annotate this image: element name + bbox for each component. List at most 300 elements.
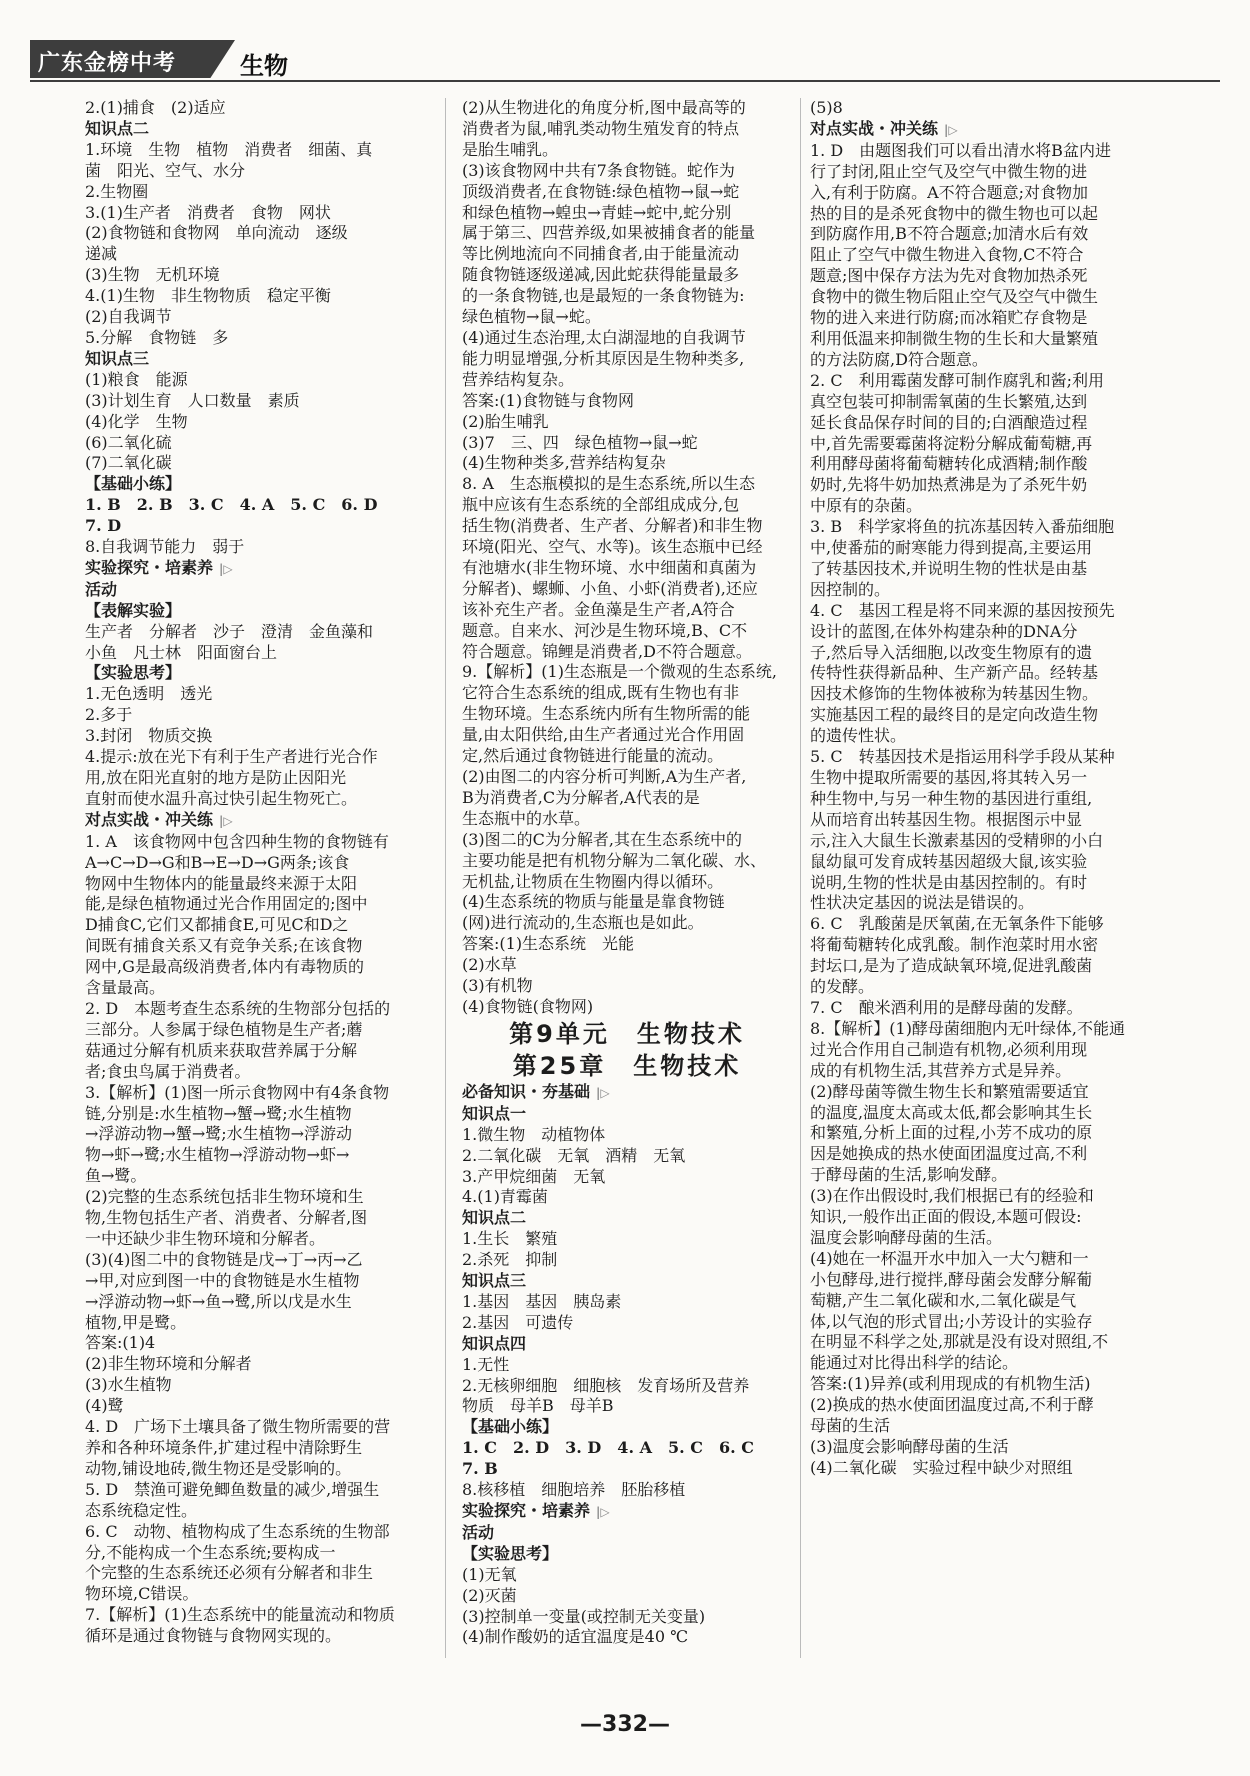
text-line	[810, 1040, 1170, 1061]
text-line	[85, 1208, 425, 1229]
line-text: 【基础小练】	[85, 474, 182, 494]
line-text: 从而培育出转基因生物。根据图示中显	[810, 809, 1083, 829]
line-text: 含量最高。	[85, 978, 166, 998]
text-line	[85, 98, 425, 119]
text-line	[85, 874, 425, 895]
text-line	[810, 475, 1170, 496]
header-divider	[30, 80, 1220, 82]
text-line	[85, 622, 425, 643]
text-line	[462, 1187, 792, 1208]
line-text: 环境(阳光、空气、水等)。该生态瓶中已经	[462, 537, 763, 557]
header-subject: 生物	[240, 52, 288, 80]
line-text: (2)非生物环境和分解者	[85, 1354, 252, 1374]
text-line	[462, 537, 792, 558]
text-line	[85, 1480, 425, 1501]
line-text: 瓶中应该有生态系统的全部组成成分,包	[462, 495, 740, 515]
text-line	[85, 286, 425, 307]
line-text: 中,首先需要霉菌将淀粉分解成葡萄糖,再	[810, 433, 1093, 453]
line-text: 4.(1)青霉菌	[462, 1187, 548, 1207]
line-text: 1. C 2. D 3. D 4. A 5. C 6. C	[462, 1438, 755, 1458]
line-text: 鱼→鹭。	[85, 1166, 147, 1186]
line-text: 植物,甲是鹭。	[85, 1312, 187, 1332]
line-text: 到防腐作用,B不符合题意;加清水后有效	[810, 224, 1089, 244]
line-text: 实施基因工程的最终目的是定向改造生物	[810, 705, 1099, 725]
line-text: 种生物中,与另一种生物的基因进行重组,	[810, 788, 1093, 808]
line-text: (2)水草	[462, 955, 517, 975]
text-line	[810, 1228, 1170, 1249]
text-line	[462, 516, 792, 537]
text-line	[810, 1291, 1170, 1312]
text-line	[810, 162, 1170, 183]
line-text: (3)生物 无机环境	[85, 265, 220, 285]
line-text: 小鱼 凡士林 阳面窗台上	[85, 642, 278, 662]
line-text: 养和各种环境条件,扩建过程中清除野生	[85, 1438, 363, 1457]
text-line	[462, 579, 792, 600]
line-text: 生物中提取所需要的基因,将其转入另一	[810, 768, 1088, 787]
line-text: 答案:(1)食物链与食物网	[462, 390, 635, 410]
line-text: 生态瓶中的水草。	[462, 808, 591, 828]
line-text: 知识点一	[462, 1103, 527, 1123]
text-line	[810, 1395, 1170, 1416]
line-text: 知识,一般作出正面的假设,本题可假设:	[810, 1207, 1082, 1227]
text-line	[85, 453, 425, 474]
text-line	[810, 1082, 1170, 1103]
line-text: 母菌的生活	[810, 1416, 891, 1436]
line-text: 子,然后导入活细胞,以改变生物原有的遗	[810, 642, 1093, 662]
text-line	[462, 558, 792, 579]
text-line	[810, 601, 1170, 622]
line-text: 成的有机物生活,其营养方式是异养。	[810, 1060, 1072, 1080]
text-line	[810, 1458, 1170, 1479]
text-line	[462, 1459, 792, 1480]
line-text: 三部分。人参属于绿色植物是生产者;蘑	[85, 1019, 363, 1039]
line-text: 间既有捕食关系又有竞争关系;在该食物	[85, 936, 363, 956]
text-line	[85, 601, 425, 622]
line-text: B为消费者,C为分解者,A代表的是	[462, 787, 700, 807]
text-line	[810, 413, 1170, 434]
line-text: 1. A 该食物网中包含四种生物的食物链有	[85, 831, 389, 851]
line-text: 活动	[85, 579, 118, 599]
line-text: 示,注入大鼠生长激素基因的受精卵的小白	[810, 830, 1104, 850]
text-line	[85, 1187, 425, 1208]
text-line	[810, 1019, 1170, 1040]
text-line	[462, 955, 792, 976]
text-line	[810, 1061, 1170, 1082]
line-text: 1.无性	[462, 1354, 510, 1374]
text-line	[85, 328, 425, 349]
text-line	[85, 999, 425, 1020]
text-line	[810, 726, 1170, 747]
line-text: 阻止了空气中微生物进入食物,C不符合	[810, 245, 1084, 265]
text-line	[85, 1563, 425, 1584]
line-text: 4. D 广场下土壤具备了微生物所需要的营	[85, 1417, 391, 1437]
text-line	[85, 643, 425, 664]
line-text: (4)制作酸奶的适宜温度是40 ℃	[462, 1627, 689, 1647]
text-line	[462, 1565, 792, 1586]
section-heading	[462, 1501, 792, 1523]
line-text: 分,不能构成一个生态系统;要构成一	[85, 1542, 336, 1562]
text-line	[85, 223, 425, 244]
line-text: 对点实战・冲关练	[810, 118, 939, 138]
line-text: 顶级消费者,在食物链:绿色植物→鼠→蛇	[462, 181, 740, 201]
text-line	[462, 934, 792, 955]
text-line	[85, 747, 425, 768]
text-line	[85, 182, 425, 203]
text-line	[462, 182, 792, 203]
line-text: 2.(1)捕食 (2)适应	[85, 98, 226, 117]
text-line	[810, 559, 1170, 580]
line-text: 2.生物圈	[85, 181, 149, 201]
line-text: 鼠幼鼠可发育成转基因超级大鼠,该实验	[810, 851, 1088, 871]
line-text: 8.自我调节能力 弱于	[85, 537, 245, 557]
text-line	[810, 705, 1170, 726]
line-text: (4)通过生态治理,太白湖湿地的自我调节	[462, 327, 746, 347]
text-line	[462, 391, 792, 412]
section-arrow-icon: |▷	[944, 122, 958, 137]
line-text: 能通过对比得出科学的结论。	[810, 1353, 1019, 1373]
text-line	[85, 1313, 425, 1334]
line-text: (2)灭菌	[462, 1585, 517, 1605]
line-text: 8.核移植 细胞培养 胚胎移植	[462, 1480, 686, 1500]
text-line	[462, 119, 792, 140]
column-right	[810, 98, 1170, 1479]
text-line	[810, 684, 1170, 705]
text-line	[85, 832, 425, 853]
text-line	[810, 454, 1170, 475]
text-line	[810, 308, 1170, 329]
text-line	[810, 1207, 1170, 1228]
text-line	[810, 580, 1170, 601]
line-text: 2. D 本题考查生态系统的生物部分包括的	[85, 998, 391, 1018]
text-line	[85, 1333, 425, 1354]
line-text: 1.生长 繁殖	[462, 1229, 558, 1249]
line-text: 该补充生产者。金鱼藻是生产者,A符合	[462, 599, 735, 619]
text-line	[810, 1332, 1170, 1353]
text-line	[810, 935, 1170, 956]
column-left	[85, 98, 425, 1647]
text-line	[810, 224, 1170, 245]
line-text: (3)在作出假设时,我们根据已有的经验和	[810, 1186, 1094, 1206]
line-text: 中原有的杂菌。	[810, 496, 923, 516]
text-line	[85, 474, 425, 495]
text-line	[85, 1041, 425, 1062]
line-text: (4)食物链(食物网)	[462, 996, 594, 1016]
text-line	[810, 266, 1170, 287]
line-text: 7. C 酿米酒利用的是酵母菌的发酵。	[810, 997, 1083, 1017]
text-line	[810, 517, 1170, 538]
text-line	[810, 956, 1170, 977]
line-text: 【表解实验】	[85, 600, 182, 620]
text-line	[85, 684, 425, 705]
line-text: (4)生物种类多,营养结构复杂	[462, 453, 666, 473]
text-line	[462, 453, 792, 474]
text-line	[85, 726, 425, 747]
text-line	[462, 286, 792, 307]
text-line	[810, 183, 1170, 204]
line-text: 5. D 禁渔可避免鲫鱼数量的减少,增强生	[85, 1479, 380, 1499]
text-line	[462, 203, 792, 224]
line-text: (4)生态系统的物质与能量是靠食物链	[462, 892, 725, 912]
text-line	[462, 872, 792, 893]
line-text: 物→虾→鹭;水生植物→浮游动物→虾→	[85, 1145, 350, 1165]
text-line	[462, 495, 792, 516]
line-text: 动物,铺设地砖,微生物还是受影响的。	[85, 1458, 352, 1478]
text-line	[85, 433, 425, 454]
text-line	[462, 913, 792, 934]
line-text: 生产者 分解者 沙子 澄清 金鱼藻和	[85, 621, 374, 641]
line-text: A→C→D→G和B→E→D→G两条;该食	[85, 852, 350, 872]
text-line	[810, 1123, 1170, 1144]
text-line	[810, 496, 1170, 517]
line-text: 【实验思考】	[462, 1543, 559, 1563]
line-text: 第9单元 生物技术	[509, 1019, 745, 1048]
text-line	[462, 1438, 792, 1459]
line-text: 延长食品保存时间的目的;白酒酿造过程	[810, 412, 1088, 432]
line-text: 定,然后通过食物链进行能量的流动。	[462, 746, 724, 766]
text-line	[810, 245, 1170, 266]
section-arrow-icon: |▷	[596, 1505, 610, 1519]
line-text: →甲,对应到图一中的食物链是水生植物	[85, 1270, 360, 1290]
text-line	[462, 1396, 792, 1417]
line-text: (2)胎生哺乳	[462, 411, 549, 431]
text-line	[462, 600, 792, 621]
text-line	[810, 329, 1170, 350]
text-line	[810, 287, 1170, 308]
text-line	[462, 265, 792, 286]
text-line	[85, 1292, 425, 1313]
text-line	[85, 978, 425, 999]
text-line	[810, 1103, 1170, 1124]
text-line	[85, 516, 425, 537]
text-line	[462, 1376, 792, 1397]
line-text: 食物中的微生物后阻止空气及空气中微生	[810, 287, 1099, 307]
line-text: 知识点二	[462, 1208, 527, 1228]
line-text: 递减	[85, 244, 118, 264]
line-text: 答案:(1)生态系统 光能	[462, 934, 635, 954]
text-line	[462, 1229, 792, 1250]
section-arrow-icon: |▷	[219, 813, 233, 828]
line-text: 3.(1)生产者 消费者 食物 网状	[85, 202, 331, 222]
text-line	[810, 1353, 1170, 1374]
text-line	[810, 663, 1170, 684]
text-line	[810, 998, 1170, 1019]
text-line	[462, 433, 792, 454]
line-text: 2.多于	[85, 705, 133, 725]
line-text: →浮游动物→蟹→鹭;水生植物→浮游动	[85, 1124, 353, 1144]
text-line	[462, 1271, 792, 1292]
text-line	[85, 265, 425, 286]
line-text: 2.杀死 抑制	[462, 1250, 558, 1270]
line-text: 因是她换成的热水使面团温度过高,不利	[810, 1144, 1088, 1164]
text-line	[85, 1459, 425, 1480]
line-text: 中,使番茄的耐寒能力得到提高,主要运用	[810, 538, 1093, 558]
line-text: 对点实战・冲关练	[85, 809, 214, 829]
text-line	[810, 1416, 1170, 1437]
line-text: 真空包装可抑制需氧菌的生长繁殖,达到	[810, 391, 1088, 411]
text-line	[85, 1145, 425, 1166]
line-text: 1.微生物 动植物体	[462, 1124, 606, 1144]
text-line	[462, 1586, 792, 1607]
text-line	[810, 141, 1170, 162]
line-text: 2. C 利用霉菌发酵可制作腐乳和酱;利用	[810, 370, 1104, 390]
text-line	[810, 643, 1170, 664]
unit-title	[462, 1018, 792, 1050]
text-line	[462, 1167, 792, 1188]
text-line	[462, 1313, 792, 1334]
line-text: 符合题意。锦鲤是消费者,D不符合题意。	[462, 641, 752, 661]
line-text: (3)有机物	[462, 976, 533, 996]
text-line	[85, 1354, 425, 1375]
text-line	[85, 1250, 425, 1271]
line-text: 过光合作用自己制造有机物,必须利用现	[810, 1039, 1088, 1059]
text-line	[810, 873, 1170, 894]
text-line	[85, 1417, 425, 1438]
text-line	[85, 1271, 425, 1292]
text-line	[462, 223, 792, 244]
line-text: 1.环境 生物 植物 消费者 细菌、真	[85, 139, 373, 159]
line-text: 2.基因 可遗传	[462, 1312, 574, 1332]
line-text: 因控制的。	[810, 579, 891, 599]
text-line	[462, 683, 792, 704]
text-line	[462, 1355, 792, 1376]
text-line	[85, 1166, 425, 1187]
text-line	[462, 997, 792, 1018]
text-line	[85, 1605, 425, 1626]
line-text: 菇通过分解有机质来获取营养属于分解	[85, 1040, 358, 1060]
line-text: 体,以气泡的形式冒出;小芳设计的实验存	[810, 1311, 1093, 1331]
line-text: 性状决定基因的说法是错误的。	[810, 893, 1035, 913]
line-text: (7)二氧化碳	[85, 453, 172, 473]
line-text: (1)无氧	[462, 1564, 517, 1584]
text-line	[810, 1186, 1170, 1207]
text-line	[462, 662, 792, 683]
line-text: 萄糖,产生二氧化碳和水,二氧化碳是气	[810, 1290, 1077, 1310]
line-text: 必备知识・夯基础	[462, 1081, 591, 1101]
line-text: (2)自我调节	[85, 307, 172, 327]
line-text: 实验探究・培素养	[85, 557, 214, 577]
text-line	[462, 642, 792, 663]
text-line	[85, 789, 425, 810]
line-text: 随食物链逐级递减,因此蛇获得能量最多	[462, 265, 740, 285]
line-text: 活动	[462, 1522, 495, 1542]
line-text: (3)水生植物	[85, 1375, 172, 1395]
line-text: 知识点三	[85, 348, 150, 368]
line-text: 循环是通过食物链与食物网实现的。	[85, 1626, 342, 1646]
text-line	[810, 747, 1170, 768]
line-text: (1)粮食 能源	[85, 369, 188, 389]
line-text: (5)8	[810, 98, 843, 117]
section-heading	[85, 558, 425, 580]
line-text: 直射而使水温升高过快引起生物死亡。	[85, 788, 358, 808]
line-text: 设计的蓝图,在体外构建杂种的DNA分	[810, 621, 1078, 641]
line-text: 的遗传性状。	[810, 726, 907, 746]
line-text: 题意;图中保存方法为先对食物加热杀死	[810, 266, 1088, 286]
text-line	[462, 1627, 792, 1648]
line-text: 链,分别是:水生植物→蟹→鹭;水生植物	[85, 1103, 352, 1123]
header-brand: 广东金榜中考	[38, 51, 177, 76]
line-text: 量,由太阳供给,由生产者通过光合作用固	[462, 725, 745, 745]
text-line	[85, 1438, 425, 1459]
text-line	[85, 307, 425, 328]
line-text: 5.分解 食物链 多	[85, 327, 229, 347]
line-text: 实验探究・培素养	[462, 1501, 591, 1520]
column-middle	[462, 98, 792, 1648]
line-text: 在明显不科学之处,那就是没有设对照组,不	[810, 1332, 1109, 1352]
line-text: 主要功能是把有机物分解为二氧化碳、水、	[462, 850, 767, 870]
text-line	[810, 893, 1170, 914]
text-line	[85, 705, 425, 726]
line-text: 有池塘水(非生物环境、水中细菌和真菌为	[462, 557, 757, 577]
text-line	[462, 809, 792, 830]
text-line	[810, 371, 1170, 392]
line-text: 等比例地流向不同捕食者,由于能量流动	[462, 244, 740, 264]
line-text: 1. D 由题图我们可以看出清水将B盆内进	[810, 140, 1111, 160]
text-line	[810, 1249, 1170, 1270]
text-line	[462, 1417, 792, 1438]
text-line	[85, 1083, 425, 1104]
line-text: (4)她在一杯温开水中加入一大勺糖和一	[810, 1248, 1089, 1268]
line-text: 9.【解析】(1)生态瓶是一个微观的生态系统,	[462, 662, 778, 682]
text-line	[810, 1270, 1170, 1291]
line-text: 用,放在阳光直射的地方是防止因阳光	[85, 768, 347, 787]
line-text: 是胎生哺乳。	[462, 139, 559, 159]
line-text: 4.(1)生物 非生物物质 稳定平衡	[85, 286, 331, 306]
line-text: 消费者为鼠,哺乳类动物生殖发育的特点	[462, 118, 740, 138]
line-text: 答案:(1)4	[85, 1333, 156, 1353]
section-heading	[462, 1082, 792, 1104]
line-text: (4)二氧化碳 实验过程中缺少对照组	[810, 1457, 1073, 1477]
text-line	[462, 1544, 792, 1565]
line-text: (3)(4)图二中的食物链是戊→丁→丙→乙	[85, 1249, 363, 1269]
text-line	[85, 853, 425, 874]
text-line	[85, 894, 425, 915]
line-text: 和繁殖,分析上面的过程,小芳不成功的原	[810, 1123, 1093, 1143]
text-line	[85, 580, 425, 601]
text-line	[85, 537, 425, 558]
text-line	[810, 810, 1170, 831]
line-text: 它符合生态系统的组成,既有生物也有非	[462, 683, 740, 703]
text-line	[810, 1437, 1170, 1458]
text-line	[462, 1125, 792, 1146]
line-text: 7. B	[462, 1459, 498, 1479]
text-line	[85, 391, 425, 412]
line-text: (网)进行流动的,生态瓶也是如此。	[462, 913, 704, 933]
text-line	[462, 244, 792, 265]
line-text: 分解者)、螺蛳、小鱼、小虾(消费者),还应	[462, 578, 758, 598]
text-line	[85, 915, 425, 936]
line-text: 2.无核卵细胞 细胞核 发育场所及营养	[462, 1375, 750, 1395]
line-text: 温度会影响酵母菌的生活。	[810, 1227, 1003, 1247]
line-text: 4.提示:放在光下有利于生产者进行光合作	[85, 747, 378, 767]
line-text: 和绿色植物→蝗虫→青蛙→蛇中,蛇分别	[462, 202, 732, 222]
line-text: (4)鹭	[85, 1396, 124, 1416]
text-line	[85, 936, 425, 957]
line-text: 绿色植物→鼠→蛇。	[462, 307, 601, 327]
text-line	[462, 1250, 792, 1271]
text-line	[462, 1607, 792, 1628]
text-line	[462, 851, 792, 872]
text-line	[810, 538, 1170, 559]
line-text: 第25章 生物技术	[512, 1051, 742, 1080]
text-line	[85, 1375, 425, 1396]
line-text: →浮游动物→虾→鱼→鹭,所以戊是水生	[85, 1291, 352, 1311]
line-text: 8. A 生态瓶模拟的是生态系统,所以生态	[462, 474, 755, 494]
text-line	[85, 1626, 425, 1647]
text-line	[85, 203, 425, 224]
text-line	[462, 746, 792, 767]
text-line	[810, 204, 1170, 225]
text-line	[85, 663, 425, 684]
